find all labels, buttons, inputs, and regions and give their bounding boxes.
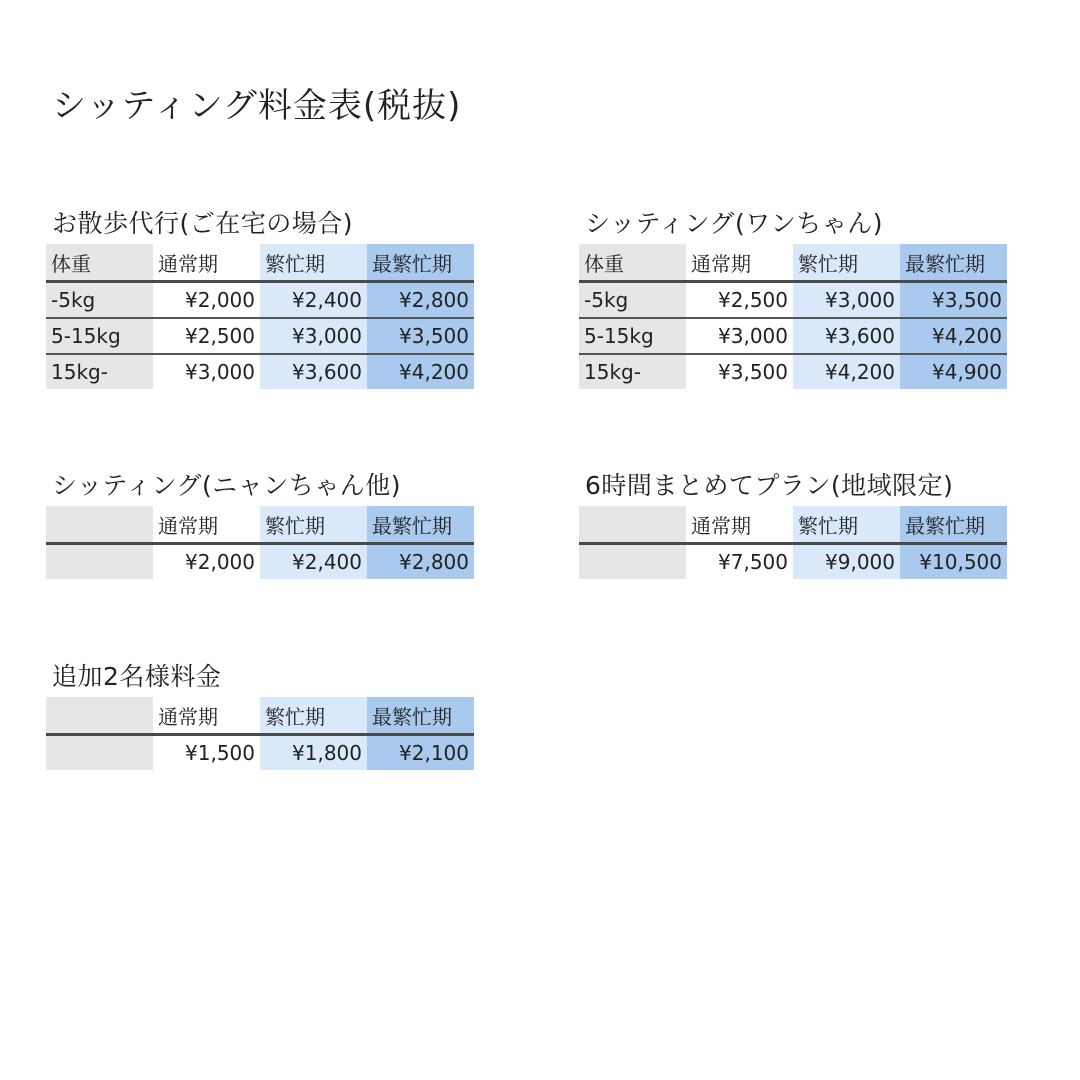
table-header-row bbox=[579, 506, 1007, 544]
header-busy: 繁忙期 bbox=[793, 244, 900, 282]
table-row bbox=[579, 354, 1007, 389]
price-peak: ¥2,800 bbox=[367, 282, 474, 319]
price-busy: ¥3,000 bbox=[793, 282, 900, 319]
price-normal: ¥2,500 bbox=[686, 282, 793, 319]
price-peak: ¥2,100 bbox=[367, 735, 474, 771]
header-blank bbox=[579, 506, 686, 544]
header-normal: 通常期 bbox=[153, 244, 260, 282]
header-blank bbox=[46, 697, 153, 735]
price-busy: ¥2,400 bbox=[260, 282, 367, 319]
header-peak: 最繁忙期 bbox=[367, 244, 474, 282]
table-header-row bbox=[46, 244, 474, 282]
header-weight: 体重 bbox=[579, 244, 686, 282]
section-dog bbox=[579, 204, 1007, 389]
section-title-dog: シッティング(ワンちゃん) bbox=[585, 209, 884, 238]
header-blank bbox=[46, 506, 153, 544]
row-label: 15kg- bbox=[579, 354, 686, 389]
price-busy: ¥9,000 bbox=[793, 544, 900, 580]
header-busy: 繁忙期 bbox=[793, 506, 900, 544]
price-busy: ¥3,600 bbox=[260, 354, 367, 389]
price-table-extra bbox=[46, 697, 474, 770]
price-peak: ¥4,200 bbox=[367, 354, 474, 389]
table-header-row bbox=[46, 506, 474, 544]
table-row bbox=[46, 282, 474, 319]
price-normal: ¥3,000 bbox=[153, 354, 260, 389]
header-normal: 通常期 bbox=[686, 244, 793, 282]
price-busy: ¥2,400 bbox=[260, 544, 367, 580]
header-peak: 最繁忙期 bbox=[367, 697, 474, 735]
header-busy: 繁忙期 bbox=[260, 697, 367, 735]
section-title-walk: お散歩代行(ご在宅の場合) bbox=[52, 209, 354, 238]
price-busy: ¥3,000 bbox=[260, 318, 367, 354]
row-label: 5-15kg bbox=[46, 318, 153, 354]
table-row bbox=[46, 318, 474, 354]
price-table-walk bbox=[46, 244, 474, 389]
price-peak: ¥3,500 bbox=[367, 318, 474, 354]
header-peak: 最繁忙期 bbox=[367, 506, 474, 544]
table-row bbox=[579, 318, 1007, 354]
price-normal: ¥3,000 bbox=[686, 318, 793, 354]
table-row bbox=[46, 354, 474, 389]
price-peak: ¥4,900 bbox=[900, 354, 1007, 389]
price-busy: ¥3,600 bbox=[793, 318, 900, 354]
page-title: シッティング料金表(税抜) bbox=[52, 86, 462, 126]
table-header-row bbox=[579, 244, 1007, 282]
row-label bbox=[46, 544, 153, 580]
section-cat bbox=[46, 466, 474, 579]
row-label bbox=[579, 544, 686, 580]
price-busy: ¥4,200 bbox=[793, 354, 900, 389]
table-header-row bbox=[46, 697, 474, 735]
section-title-extra: 追加2名様料金 bbox=[52, 662, 222, 691]
price-busy: ¥1,800 bbox=[260, 735, 367, 771]
price-peak: ¥4,200 bbox=[900, 318, 1007, 354]
price-peak: ¥2,800 bbox=[367, 544, 474, 580]
header-normal: 通常期 bbox=[686, 506, 793, 544]
table-row bbox=[579, 282, 1007, 319]
price-table-dog bbox=[579, 244, 1007, 389]
price-peak: ¥10,500 bbox=[900, 544, 1007, 580]
price-table-cat bbox=[46, 506, 474, 579]
price-table-six-hour bbox=[579, 506, 1007, 579]
section-extra bbox=[46, 657, 474, 770]
price-normal: ¥2,500 bbox=[153, 318, 260, 354]
section-title-six-hour: 6時間まとめてプラン(地域限定) bbox=[585, 471, 954, 500]
price-normal: ¥2,000 bbox=[153, 282, 260, 319]
price-normal: ¥2,000 bbox=[153, 544, 260, 580]
price-peak: ¥3,500 bbox=[900, 282, 1007, 319]
row-label: -5kg bbox=[579, 282, 686, 319]
table-row bbox=[46, 544, 474, 580]
row-label: 5-15kg bbox=[579, 318, 686, 354]
price-normal: ¥7,500 bbox=[686, 544, 793, 580]
table-row bbox=[46, 735, 474, 771]
header-normal: 通常期 bbox=[153, 697, 260, 735]
header-busy: 繁忙期 bbox=[260, 506, 367, 544]
section-title-cat: シッティング(ニャンちゃん他) bbox=[52, 471, 402, 500]
row-label: 15kg- bbox=[46, 354, 153, 389]
price-normal: ¥1,500 bbox=[153, 735, 260, 771]
header-peak: 最繁忙期 bbox=[900, 506, 1007, 544]
header-normal: 通常期 bbox=[153, 506, 260, 544]
section-walk bbox=[46, 204, 474, 389]
section-six-hour bbox=[579, 466, 1007, 579]
row-label: -5kg bbox=[46, 282, 153, 319]
table-row bbox=[579, 544, 1007, 580]
header-busy: 繁忙期 bbox=[260, 244, 367, 282]
row-label bbox=[46, 735, 153, 771]
header-peak: 最繁忙期 bbox=[900, 244, 1007, 282]
header-weight: 体重 bbox=[46, 244, 153, 282]
price-normal: ¥3,500 bbox=[686, 354, 793, 389]
